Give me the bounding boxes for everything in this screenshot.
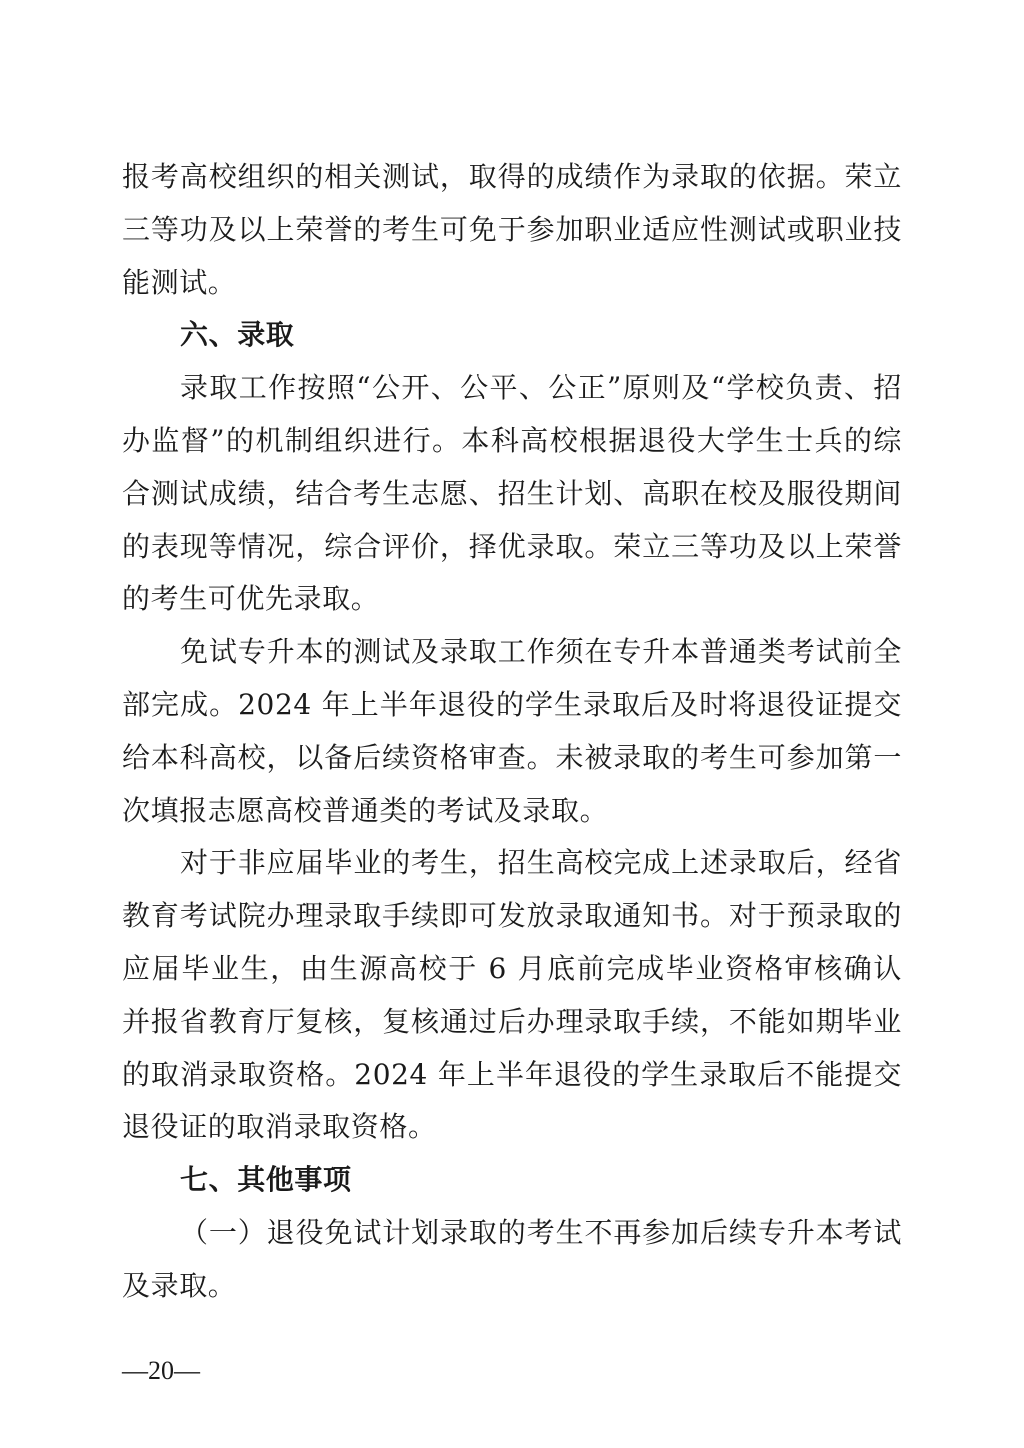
section-heading-other-matters: 七、其他事项 (180, 1163, 352, 1197)
paragraph-other-matter-1: （一）退役免试计划录取的考生不再参加后续专升本考试及录取。 (122, 1215, 902, 1302)
paragraph-admission-principles: 录取工作按照“公开、公平、公正”原则及“学校负责、招办监督”的机制组织进行。本科高校根据退役大学生士兵的综合测试成绩，结合考生志愿、招生计划、高职在校及服役期间的表现等情况，综合评价，择优录取。荣立三等功及以上荣誉的考生可优先录取。 (122, 371, 902, 616)
page-number: —20— (122, 1356, 200, 1385)
section-heading-admission: 六、录取 (180, 318, 295, 352)
paragraph-graduation-review: 对于非应届毕业的考生，招生高校完成上述录取后，经省教育考试院办理录取手续即可发放录取通知书。对于预录取的应届毕业生，由生源高校于 6 月底前完成毕业资格审核确认并报省教育厅复核，复核通过后办理录取手续，不能如期毕业的取消录取资格。2024 年上半年退役的学生录取后不能提交退役证的取消录取资格。 (122, 846, 902, 1144)
paragraph-continued-test-basis: 报考高校组织的相关测试，取得的成绩作为录取的依据。荣立三等功及以上荣誉的考生可免于参加职业适应性测试或职业技能测试。 (122, 160, 902, 299)
document-body (122, 151, 902, 1313)
paragraph-exam-exemption-timeline: 免试专升本的测试及录取工作须在专升本普通类考试前全部完成。2024 年上半年退役的学生录取后及时将退役证提交给本科高校，以备后续资格审查。未被录取的考生可参加第一次填报志愿高校普通类的考试及录取。 (122, 635, 902, 827)
